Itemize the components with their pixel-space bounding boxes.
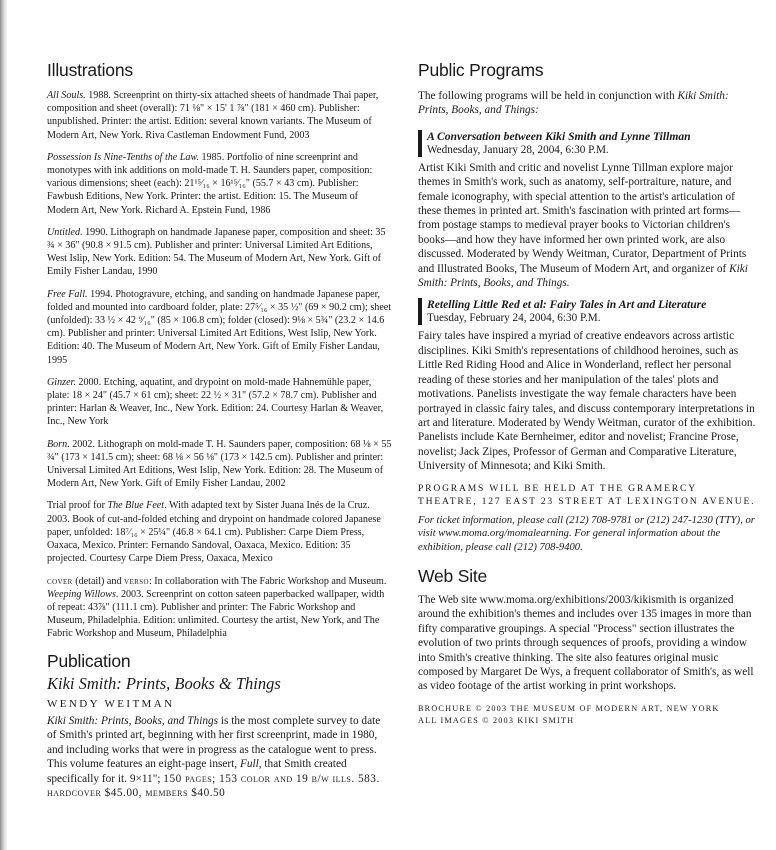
publication-body-text: , that Smith created specifically for it. 9×11";	[47, 758, 347, 785]
cover-text: (detail) and	[72, 575, 125, 587]
illustration-text: 1994. Photogravure, etching, and sanding on handmade Japanese paper, folded and mounted into cardboard folder, plate: 27⁵⁄₁₆ × 35 ½" (69 × 90.2 cm); sheet (unfolded): 33 ½ × 42 ⁹⁄₁₆" (85 × 106.8 cm); folder (closed): 9⅛ × 5¾" (23.2 × 14.6 cm). Publisher and printer: Universal Limited Art Editions, West Islip, New York. Edition: 40. The Museum of Modern Art, New York. Gift of Emily Fisher Landau, 1995	[47, 288, 392, 366]
event-description	[418, 161, 756, 291]
program-venue: PROGRAMS WILL BE HELD AT THE GRAMERCY THEATRE, 127 EAST 23 STREET AT LEXINGTON AVENUE.	[418, 482, 756, 508]
illustration-entry	[47, 438, 392, 491]
event-header	[418, 298, 756, 325]
publication-specs: 150 pages; 153 color and 19 b/w ills. 583. hardcover $45.00, members $40.50	[47, 772, 380, 800]
publication-description	[47, 714, 392, 802]
illustrations-list	[47, 89, 392, 641]
web-site-heading: Web Site	[418, 565, 488, 586]
publication-body-text: is the most complete survey to date of Smith's printed art, beginning with her first screenprint, made in 1980, and including works that were in progress as the catalogue went to press. This volume features an eight-page insert,	[47, 714, 381, 771]
illustration-title: Possession Is Nine-Tenths of the Law.	[47, 151, 199, 163]
illustration-title: Ginzer.	[47, 376, 76, 388]
illustration-title: All Souls.	[47, 90, 86, 101]
illustration-title: Free Fall.	[47, 288, 88, 300]
verso-label: verso	[124, 575, 149, 587]
illustration-title: Untitled.	[47, 226, 83, 238]
illustration-text: 1988. Screenprint on thirty-six attached sheets of handmade Thai paper, composition and sheet (overall): 71 ⅛" × 15' 1 ⅞" (181 × 460 cm). Publisher: unpublished. Printer: the artist. Edition: several known variants. The Museum of Modern Art, New York. Riva Castleman Endowment Fund, 2003	[47, 90, 379, 141]
page-edge-shadow	[0, 0, 7, 850]
illustration-text: . 2003. Screenprint on cotton sateen paperbacked wallpaper, width of repeat: 43⅞" (111.1 cm). Publisher and printer: The Fabric Workshop and Museum, Philadelphia. Edition: unlimited. Courtesy the artist, New York, and The Fabric Workshop and Museum, Philadelphia	[47, 588, 385, 640]
programs-intro	[418, 89, 756, 118]
credits	[418, 703, 756, 727]
illustration-text: 1990. Lithograph on handmade Japanese paper, composition and sheet: 35 ¾ × 36" (90.8 × 91.5 cm). Publisher and printer: Universal Limited Art Editions, West Islip, New York. Edition: 54. The Museum of Modern Art, New York. Gift of Emily Fisher Landau, 1990	[47, 226, 386, 278]
illustration-entry	[47, 288, 392, 367]
event-description-text: Fairy tales have inspired a myriad of creative endeavors across artistic disciplines. Kiki Smith's representations of childhood heroines, such as Little Red Riding Hood and Alice in Wonderland, reflect her personal reading of these stories and her manipulation of the tales' plots and motivations. Panelists investigate the way female characters have been portrayed in classic fairy tales, and discuss contemporary interpretations in art and literature. Moderated by Wendy Weitman, curator of the exhibition. Panelists include Kate Bernheimer, editor and novelist; Francine Prose, novelist; Jack Zipes, Professor of German and Comparative Literature, University of Minnesota; and Kiki Smith.	[418, 330, 756, 473]
program-event	[418, 298, 756, 473]
illustration-text: 2002. Lithograph on mold-made T. H. Saunders paper, composition: 68 ⅛ × 55 ¾" (173 × 141.5 cm); sheet: 68 ⅛ × 56 ⅛" (173 × 142.5 cm). Publisher and printer: Universal Limited Art Editions, West Islip, New York. Edition: 28. The Museum of Modern Art, New York. Gift of Emily Fisher Landau, 2002	[47, 438, 392, 490]
event-description	[418, 329, 756, 473]
cover-label: cover	[47, 575, 73, 587]
left-column	[47, 60, 392, 801]
cover-credit	[47, 575, 392, 641]
program-event	[418, 130, 756, 291]
ticket-information: For ticket information, please call (212) 708-9781 or (212) 247-1230 (TTY), or visit www.moma.org/momalearning. For general information about the exhibition, please call (212) 708-9400.	[418, 514, 755, 553]
cover-text: : In collaboration with The Fabric Workshop and Museum.	[148, 575, 387, 587]
illustration-text: . With adapted text by Sister Juana Inés de la Cruz. 2003. Book of cut-and-folded etching and drypoint on handmade colored Japanese paper, unfolded: 18⁷⁄₁₆ × 25¼" (46.8 × 64.1 cm). Publisher: Carpe Diem Press, Oaxaca, Mexico. Printer: Fernando Sandoval, Oaxaca, Mexico. Edition: 35 projected. Courtesy Carpe Diem Press, Oaxaca, Mexico	[47, 500, 381, 565]
illustration-entry	[47, 226, 392, 279]
event-description-title: Kiki Smith: Prints, Books, and Things.	[418, 262, 748, 290]
event-header	[418, 130, 756, 157]
brochure-credit: BROCHURE © 2003 THE MUSEUM OF MODERN ART, NEW YORK	[418, 703, 720, 713]
publication-insert-title: Full	[239, 758, 259, 771]
event-date: Tuesday, February 24, 2004, 6:30 P.M.	[427, 312, 601, 325]
illustration-title: Born.	[47, 438, 70, 450]
programs-intro-title: Kiki Smith: Prints, Books, and Things:	[418, 90, 729, 117]
illustration-text: 1985. Portfolio of nine screenprint and monotypes with ink additions on mold-made T. H. Saunders paper, composition: various dimensions; sheet (each): 21¹⁵⁄₁₆ × 16¹⁵⁄₁₆" (55.7 × 43 cm). Publisher: Fawbush Editions, New York. Printer: the artist. Edition: 15. The Museum of Modern Art, New York. Richard A. Epstein Fund, 1986	[47, 151, 373, 216]
publication-body-title: Kiki Smith: Prints, Books, and Things	[47, 714, 219, 727]
illustration-title: The Blue Feet	[107, 500, 165, 512]
illustration-entry	[47, 376, 392, 429]
illustration-entry	[47, 151, 392, 217]
right-column	[418, 60, 756, 727]
publication-author: WENDY WEITMAN	[47, 697, 175, 710]
illustration-prefix: Trial proof for	[47, 500, 108, 512]
illustration-title: Weeping Willows	[47, 588, 116, 600]
images-credit: ALL IMAGES © 2003 KIKI SMITH	[418, 715, 575, 725]
illustration-entry	[47, 89, 392, 142]
event-description-text: Artist Kiki Smith and critic and novelist Lynne Tillman explore major themes in Smith's work, such as anatomy, self-portraiture, nature, and female iconography, with special attention to the artist's articulation of these themes in printed art. Smith's fascination with printed art forms—from postage stamps to medieval prayer books to Victorian children's books—and how they have informed her own printed work, are also discussed. Moderated by Wendy Weitman, Curator, Department of Prints and Illustrated Books, The Museum of Modern Art, and organizer of	[418, 161, 747, 275]
illustration-text: 2000. Etching, aquatint, and drypoint on mold-made Hahnemühle paper, plate: 18 × 24" (45.7 × 61 cm); sheet: 22 ½ × 31" (57.2 × 78.7 cm). Publisher and printer: Harlan & Weaver, Inc., New York. Edition: 24. Courtesy Harlan & Weaver, Inc., New York	[47, 376, 384, 428]
event-date: Wednesday, January 28, 2004, 6:30 P.M.	[427, 143, 609, 156]
public-programs-heading: Public Programs	[418, 60, 544, 80]
event-title: Retelling Little Red et al: Fairy Tales in Art and Literature	[427, 298, 707, 312]
web-site-description: The Web site www.moma.org/exhibitions/2003/kikismith is organized around the exhibition's themes and includes over 135 images in more than fifty comparative groupings. A special "Process" section illustrates the evolution of two prints through sequences of proofs, providing a window into Smith's creative thinking. The site also features original music composed by Margaret De Wys, a frequent collaborator of Smith's, as well as video footage of the artist working in print workshops.	[418, 593, 754, 693]
illustrations-heading: Illustrations	[47, 60, 133, 80]
programs-intro-text: The following programs will be held in conjunction with	[418, 90, 678, 102]
illustration-entry-blue-feet	[47, 499, 392, 565]
publication-title: Kiki Smith: Prints, Books & Things	[47, 673, 281, 693]
event-title: A Conversation between Kiki Smith and Lynne Tillman	[427, 129, 691, 143]
publication-heading: Publication	[47, 650, 131, 671]
